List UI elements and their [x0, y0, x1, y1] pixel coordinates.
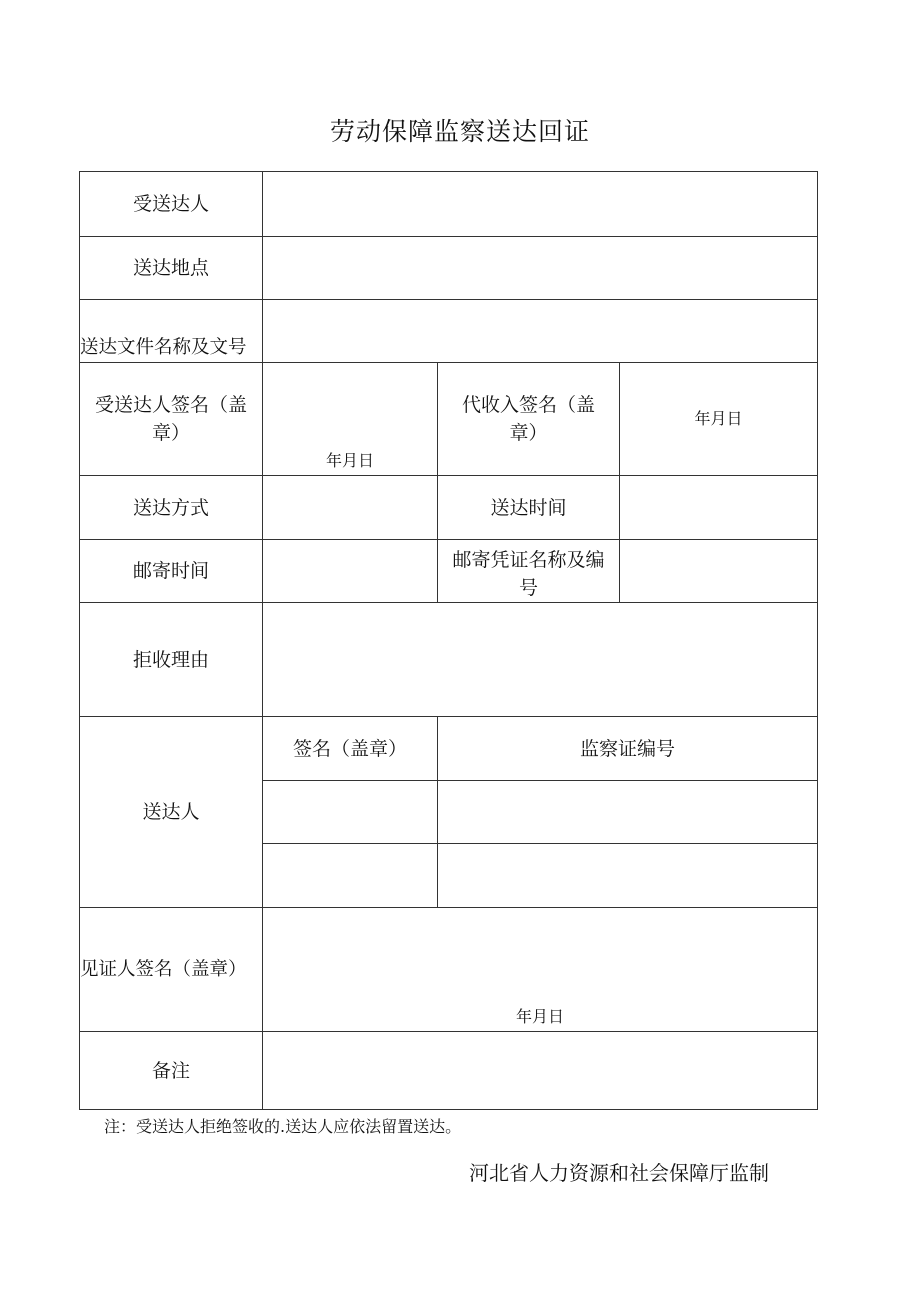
location-field[interactable] — [263, 237, 817, 299]
remarks-label: 备注 — [151, 1059, 190, 1082]
recipient-field[interactable] — [263, 172, 817, 236]
proxy-signature-label: 代收入签名（盖章） — [461, 394, 595, 444]
document-name-label: 送达文件名称及文号 — [80, 337, 247, 358]
witness-date: 年月日 — [515, 1007, 564, 1026]
deliverer-label: 送达人 — [142, 801, 200, 823]
document-name-field[interactable] — [263, 300, 817, 362]
deliverer-badge-field[interactable] — [438, 844, 817, 907]
deliverer-badge-field[interactable] — [438, 781, 817, 843]
recipient-date: 年月日 — [325, 451, 374, 470]
signature-header: 签名（盖章） — [292, 737, 407, 760]
badge-number-header: 监察证编号 — [579, 737, 675, 760]
delivery-method-label: 送达方式 — [132, 496, 209, 519]
mail-voucher-field[interactable] — [620, 540, 817, 602]
deliverer-signature-field[interactable] — [263, 844, 437, 907]
recipient-signature-label: 受送达人签名（盖章） — [94, 394, 247, 444]
refusal-reason-label: 拒收理由 — [132, 648, 209, 671]
form-note: 注：受送达人拒绝签收的.送达人应依法留置送达。 — [104, 1117, 462, 1136]
proxy-date: 年月日 — [694, 409, 743, 428]
refusal-reason-field[interactable] — [263, 603, 817, 716]
mail-voucher-label: 邮寄凭证名称及编号 — [452, 549, 605, 599]
remarks-field[interactable] — [263, 1032, 817, 1109]
issuer-footer: 河北省人力资源和社会保障厅监制 — [469, 1161, 769, 1185]
witness-signature-label: 见证人签名（盖章） — [80, 958, 247, 980]
delivery-time-label: 送达时间 — [490, 496, 567, 519]
table-border-right — [817, 171, 818, 1110]
mail-time-label: 邮寄时间 — [132, 560, 209, 582]
deliverer-signature-field[interactable] — [263, 781, 437, 843]
mail-time-field[interactable] — [263, 540, 437, 602]
delivery-time-field[interactable] — [620, 476, 817, 539]
document-title: 劳动保障监察送达回证 — [329, 117, 590, 146]
recipient-label: 受送达人 — [132, 193, 209, 215]
table-border-bottom — [79, 1109, 818, 1110]
delivery-method-field[interactable] — [263, 476, 437, 539]
location-label: 送达地点 — [132, 257, 209, 279]
